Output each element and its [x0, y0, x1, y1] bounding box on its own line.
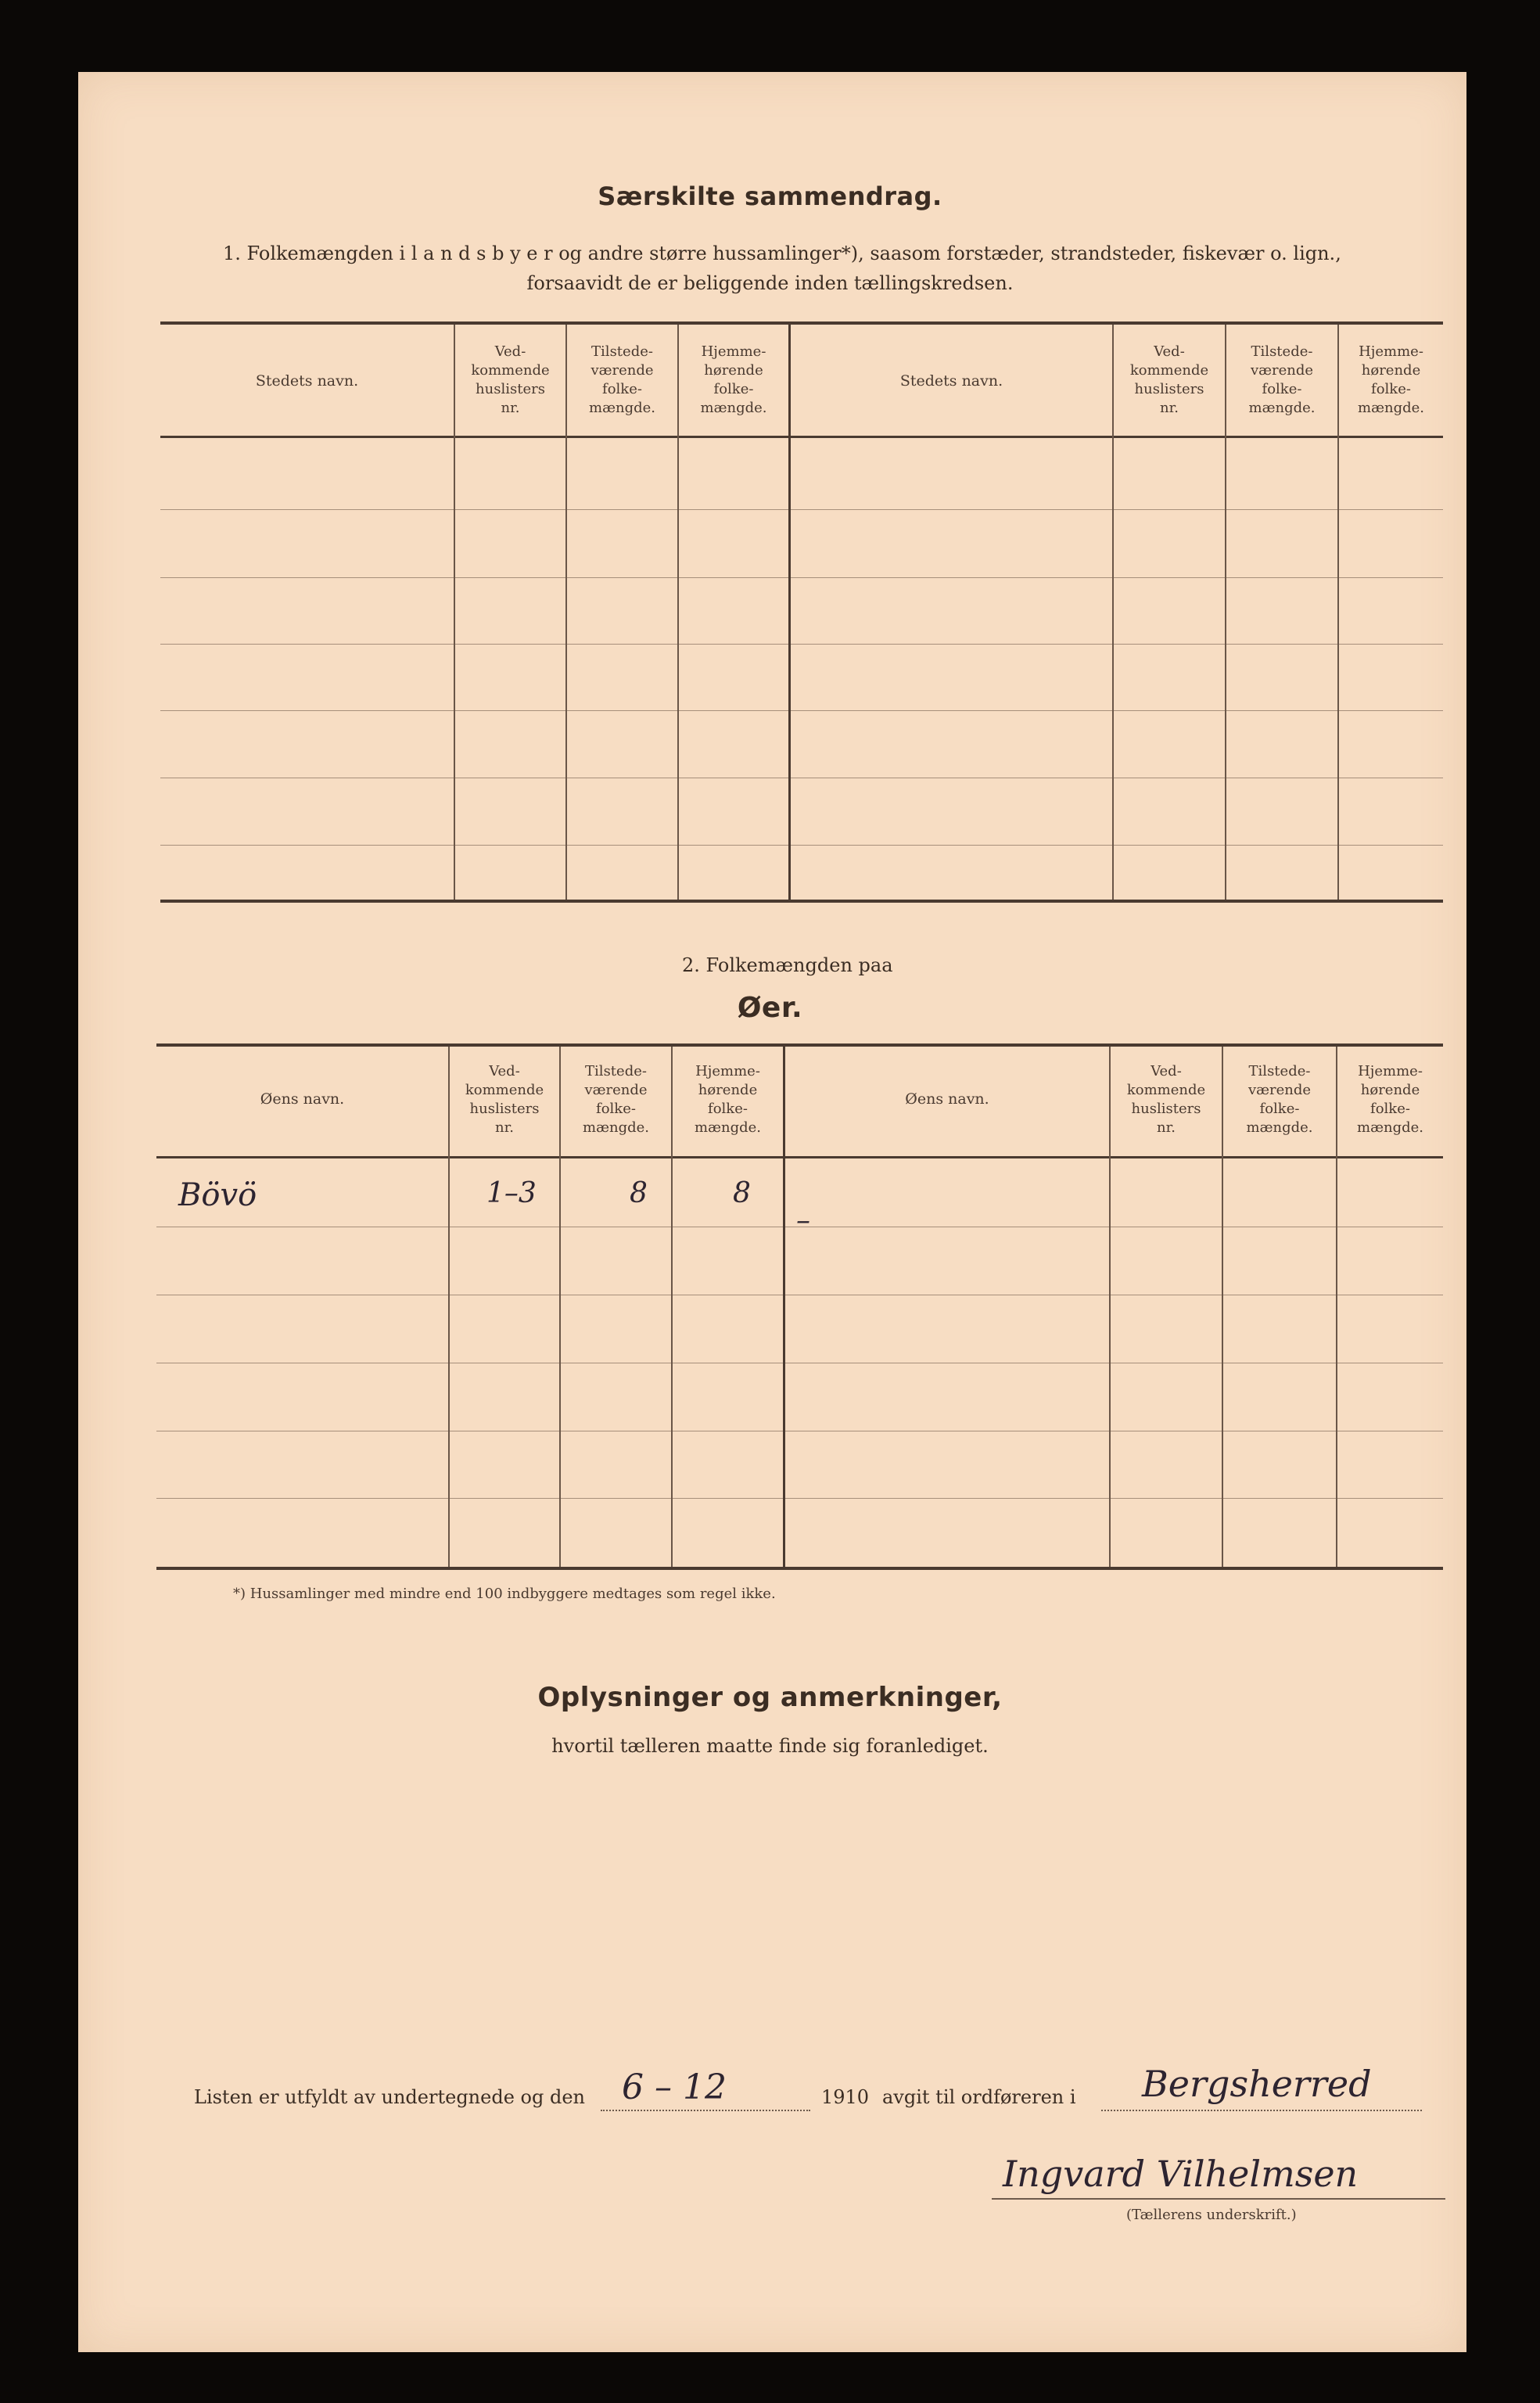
closing-prefix: Listen er utfyldt av undertegnede og den — [194, 2086, 586, 2108]
section1-heading: 1. Folkemængden i l a n d s b y e r og andre større hussamlinger*), saasom forstæder, strandsteder, fiskevær o. lign., — [223, 242, 1341, 264]
col-huslister-nr-right: Ved- kommende huslisters nr. — [1129, 343, 1209, 416]
enumerator-signature: Ingvard Vilhelmsen — [1003, 2153, 1359, 2195]
island-right-mark: – — [796, 1205, 810, 1237]
section2-heading: 2. Folkemængden paa — [682, 954, 893, 976]
col-islands-tilstedevaerende-right: Tilstede- værende folke- mængde. — [1246, 1063, 1313, 1136]
col-tilstedevaerende: Tilstede- værende folke- mængde. — [589, 343, 655, 416]
col-oens-navn: Øens navn. — [260, 1090, 345, 1108]
col-hjemmehorende: Hjemme- hørende folke- mængde. — [700, 343, 767, 416]
section1-subheading: forsaavidt de er beliggende inden tællingskredsen. — [526, 272, 1014, 294]
closing-middle: avgit til ordføreren i — [882, 2086, 1076, 2108]
remarks-title: Oplysninger og anmerkninger, — [537, 1682, 1003, 1713]
col-oens-navn-right: Øens navn. — [905, 1090, 989, 1108]
signature-label: (Tællerens underskrift.) — [1126, 2207, 1297, 2223]
island-tilstede: 8 — [630, 1177, 648, 1209]
islands-title: Øer. — [737, 992, 803, 1024]
closing-date: 6 – 12 — [622, 2067, 727, 2107]
col-islands-tilstedevaerende: Tilstede- værende folke- mængde. — [583, 1063, 649, 1136]
col-huslister-nr: Ved- kommende huslisters nr. — [471, 343, 550, 416]
col-stedets-navn: Stedets navn. — [255, 372, 359, 390]
col-islands-huslister-nr: Ved- kommende huslisters nr. — [465, 1063, 544, 1136]
col-islands-huslister-nr-right: Ved- kommende huslisters nr. — [1126, 1063, 1206, 1136]
island-huslister: 1–3 — [486, 1177, 537, 1209]
island-name: Bövö — [178, 1177, 257, 1213]
col-stedets-navn-right: Stedets navn. — [899, 372, 1003, 390]
col-tilstedevaerende-right: Tilstede- værende folke- mængde. — [1248, 343, 1316, 416]
municipality-name: Bergsherred — [1142, 2063, 1372, 2105]
closing-year: 1910 — [821, 2086, 870, 2108]
col-hjemmehorende-right: Hjemme- hørende folke- mængde. — [1358, 343, 1424, 416]
summary-title: Særskilte sammendrag. — [598, 181, 942, 211]
col-islands-hjemmehorende: Hjemme- hørende folke- mængde. — [695, 1063, 761, 1136]
remarks-subtitle: hvortil tælleren maatte finde sig foranlediget. — [551, 1735, 989, 1757]
footnote: *) Hussamlinger med mindre end 100 indbyggere medtages som regel ikke. — [233, 1586, 776, 1602]
col-islands-hjemmehorende-right: Hjemme- hørende folke- mængde. — [1357, 1063, 1423, 1136]
island-hjemme: 8 — [733, 1177, 751, 1209]
